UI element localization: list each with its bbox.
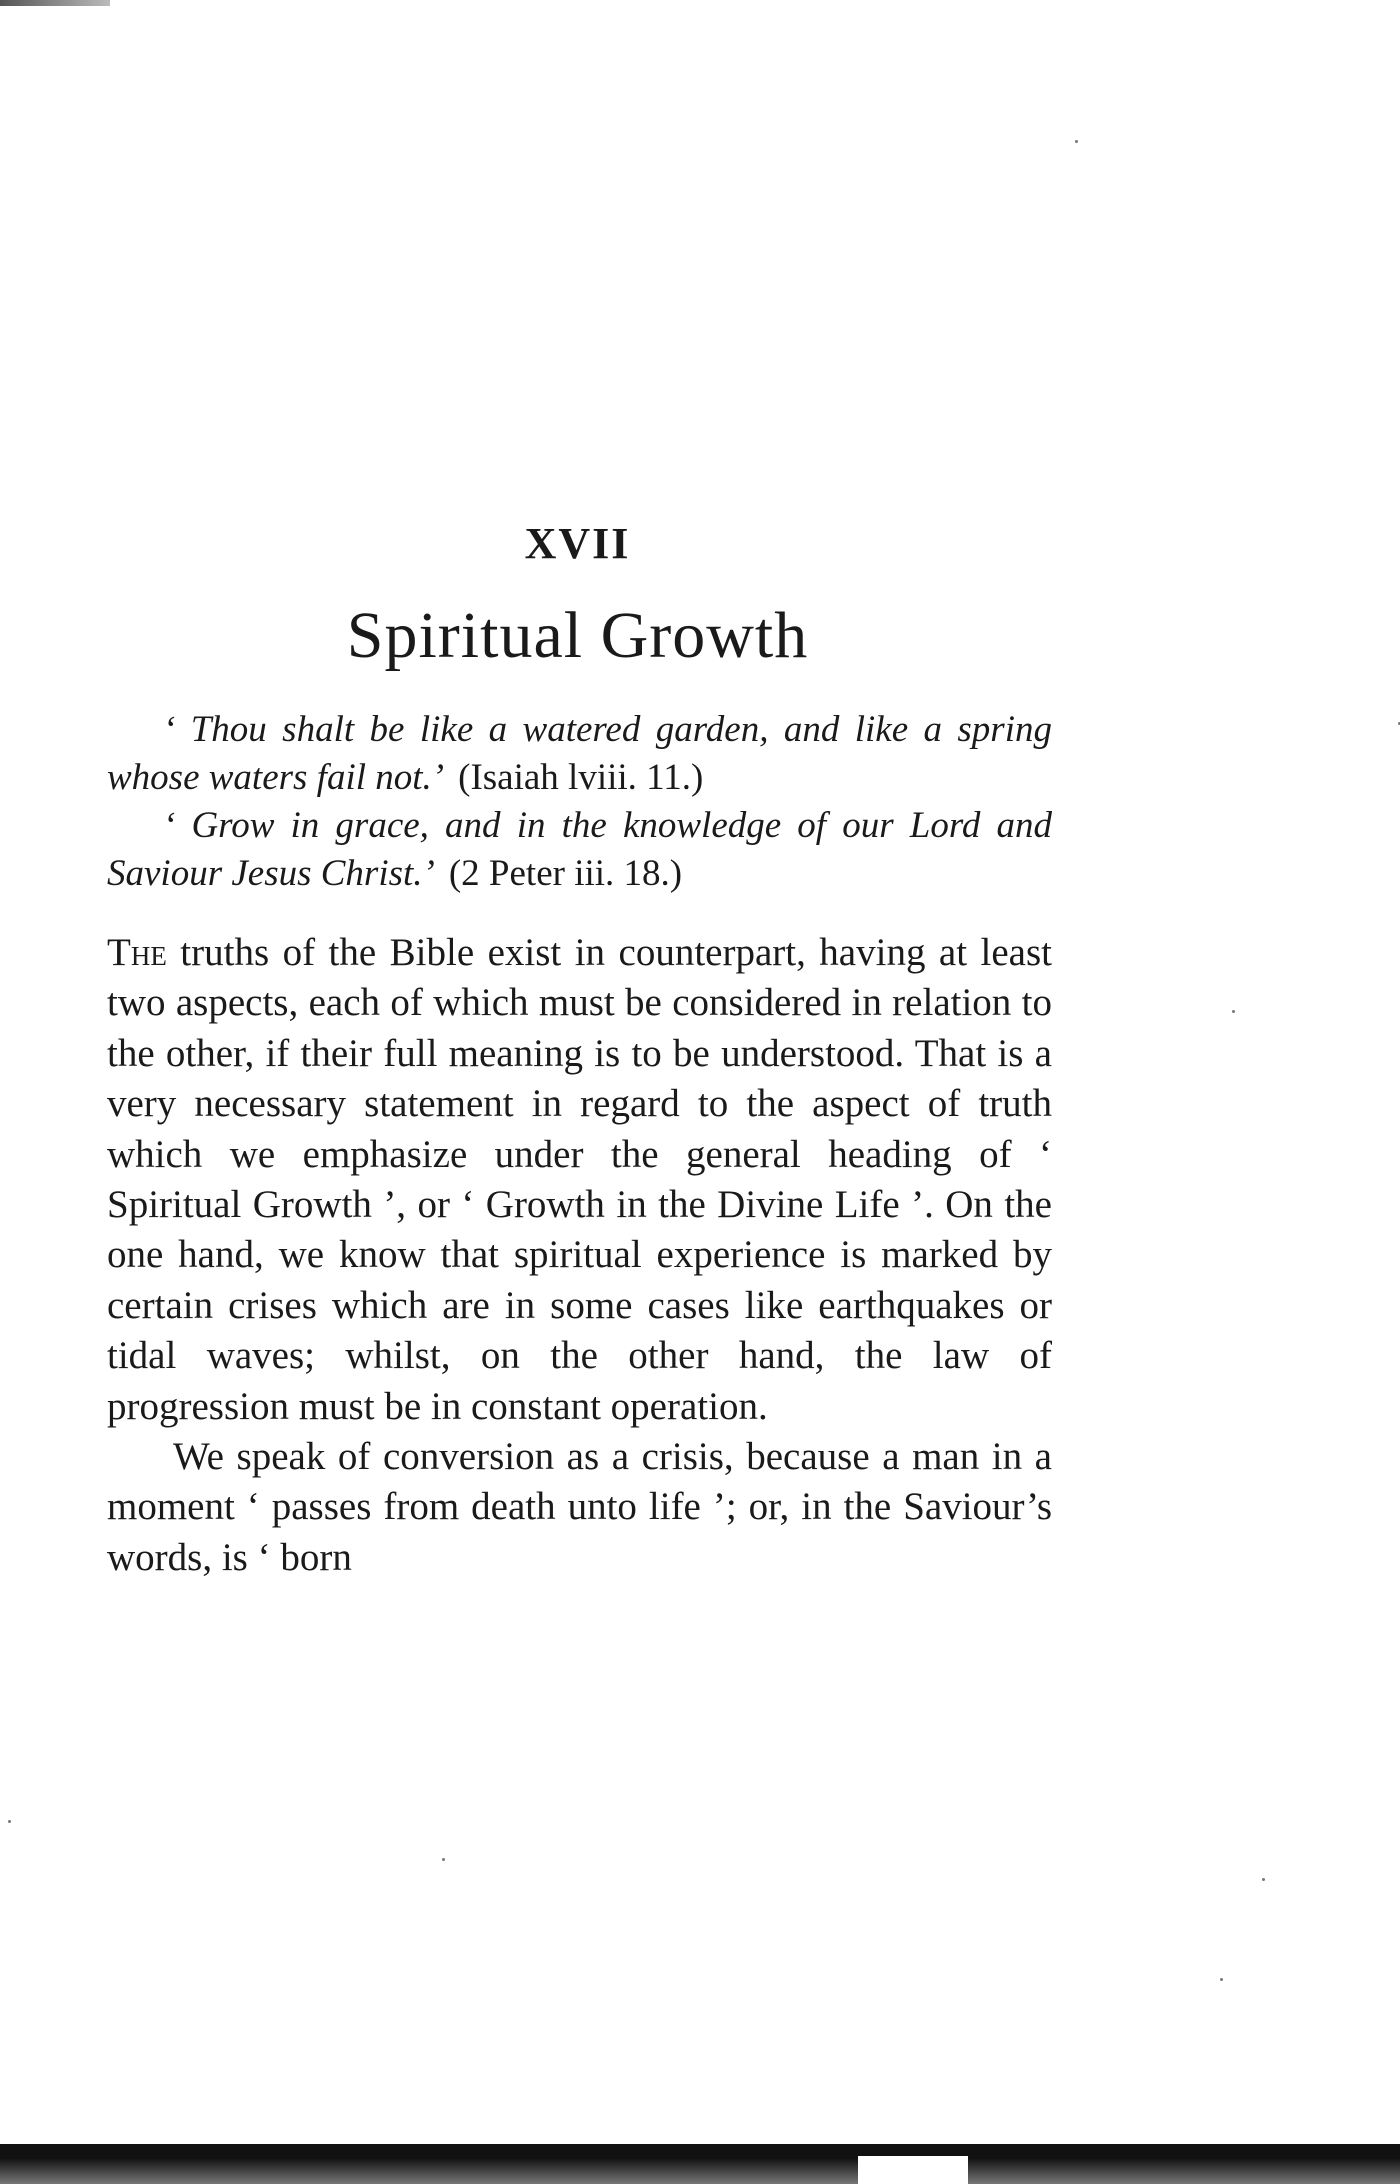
- paragraph-1: [107, 928, 1052, 1432]
- scan-speck: [442, 1858, 445, 1861]
- chapter-title: Spiritual Growth: [346, 599, 809, 672]
- scan-bottom-bar: [0, 2144, 1400, 2184]
- epigraphs: [107, 706, 1052, 898]
- epigraph-reference: (Isaiah lviii. 11.): [458, 757, 704, 798]
- epigraph-reference: (2 Peter iii. 18.): [448, 853, 683, 894]
- scan-speck: [1075, 140, 1078, 143]
- scan-bar-gap: [858, 2156, 968, 2184]
- scan-edge-artifact: [0, 0, 110, 6]
- scan-speck: [8, 1820, 11, 1823]
- paragraph-2: We speak of conversion as a crisis, because a man in a moment ‘ passes from death unto life ’; or, in the Saviour’s words, is ‘ born: [107, 1435, 1052, 1579]
- epigraph-quote: ‘ Grow in grace, and in the knowledge of our Lord and Saviour Jesus Christ.’: [107, 805, 1052, 894]
- chapter-number: XVII: [524, 519, 631, 568]
- scan-speck: [1220, 1978, 1223, 1981]
- body-text: [107, 928, 1052, 1583]
- scan-speck: [1232, 1010, 1235, 1013]
- paragraph-lead-word: The: [107, 931, 167, 974]
- scan-speck: [1262, 1878, 1265, 1881]
- epigraph: [107, 706, 1052, 802]
- epigraph-quote: ‘ Thou shalt be like a watered garden, and like a spring whose waters fail not.’: [107, 709, 1052, 798]
- paragraph-1-text: truths of the Bible exist in counterpart, having at least two aspects, each of which must be considered in relation to the other, if their full meaning is to be understood. That is a very necessary statement in regard to the aspect of truth which we emphasize under the general heading of ‘ Spiritual Growth ’, or ‘ Growth in the Divine Life ’. On the one hand, we know that spiritual experience is marked by certain crises which are in some cases like earthquakes or tidal waves; whilst, on the other hand, the law of progression must be in constant operation.: [107, 931, 1052, 1428]
- epigraph: [107, 802, 1052, 898]
